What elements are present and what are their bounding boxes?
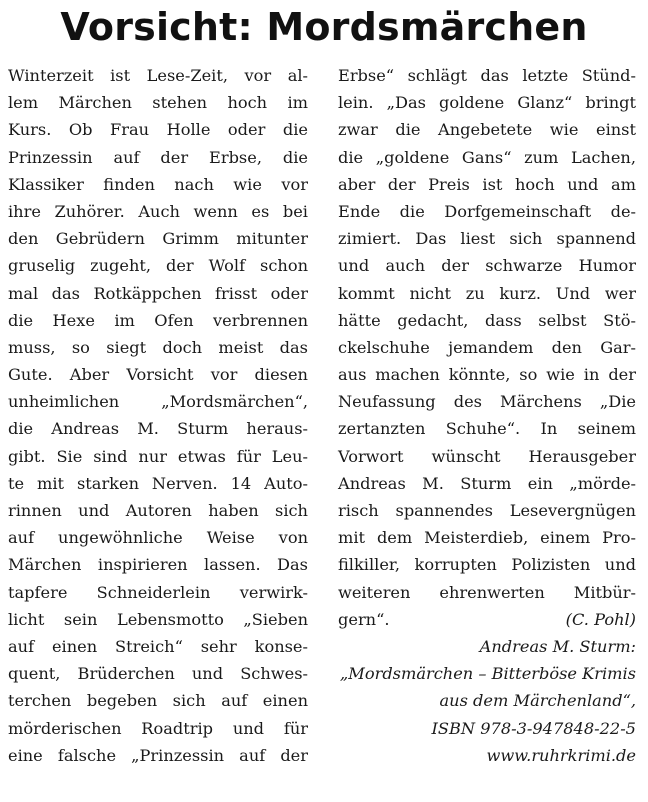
article-headline: Vorsicht: Mordsmärchen <box>60 5 588 49</box>
body-text-line: die „goldene Gans“ zum Lachen, <box>338 147 636 167</box>
body-text-line: und auch der schwarze Humor <box>338 256 636 276</box>
body-text-line: Ende die Dorfgemeinschaft de- <box>338 201 636 221</box>
body-text-line: gibt. Sie sind nur etwas für Leu- <box>8 446 308 466</box>
body-text-line: Märchen inspirieren lassen. Das <box>8 555 308 575</box>
body-text-line: die Hexe im Ofen verbrennen <box>8 310 308 330</box>
body-text-line: Erbse“ schlägt das letzte Stünd- <box>338 66 636 85</box>
body-text-line: auf einen Streich“ sehr konse- <box>8 636 308 656</box>
body-text-line: mal das Rotkäppchen frisst oder <box>8 283 308 303</box>
body-text-line: filkiller, korrupten Polizisten und <box>338 555 636 575</box>
author-credit: (C. Pohl) <box>565 609 636 629</box>
body-text-line: auf ungewöhnliche Weise von <box>8 528 308 548</box>
body-text-line: zwar die Angebetete wie einst <box>338 120 636 140</box>
body-text-line: ihre Zuhörer. Auch wenn es bei <box>8 201 308 221</box>
body-text-line: lein. „Das goldene Glanz“ bringt <box>338 93 636 113</box>
body-text-line: Klassiker finden nach wie vor <box>8 174 308 194</box>
body-text-line: die Andreas M. Sturm heraus- <box>8 419 308 439</box>
book-info-line: Andreas M. Sturm: <box>479 636 636 656</box>
body-text-line: Kurs. Ob Frau Holle oder die <box>8 120 308 140</box>
body-text-line: terchen begeben sich auf einen <box>8 691 308 711</box>
body-text-line: Prinzessin auf der Erbse, die <box>8 147 308 167</box>
body-text-line: eine falsche „Prinzessin auf der <box>8 745 308 765</box>
body-text-line: aber der Preis ist hoch und am <box>338 174 636 194</box>
body-text-line: mörderischen Roadtrip und für <box>8 718 308 738</box>
body-text-line: quent, Brüderchen und Schwes- <box>8 664 308 684</box>
body-text-line: mit dem Meisterdieb, einem Pro- <box>338 528 636 548</box>
body-text-line: hätte gedacht, dass selbst Stö- <box>338 310 636 330</box>
book-info-line: www.ruhrkrimi.de <box>486 745 636 765</box>
body-text-line: den Gebrüdern Grimm mitunter <box>8 229 308 249</box>
article-body-right-column <box>338 62 636 769</box>
body-text-line: Vorwort wünscht Herausgeber <box>338 446 636 466</box>
body-text-line: tapfere Schneiderlein verwirk- <box>8 582 308 602</box>
body-text-line: unheimlichen „Mordsmärchen“, <box>8 392 308 412</box>
body-text-line: Gute. Aber Vorsicht vor diesen <box>8 365 308 385</box>
body-text-line: rinnen und Autoren haben sich <box>8 501 308 520</box>
closing-text: gern“. <box>338 609 390 629</box>
book-info-line: aus dem Märchenland“, <box>439 691 636 711</box>
article-body-left-column <box>8 62 308 769</box>
closing-line <box>338 606 636 633</box>
book-info-line: „Mordsmärchen – Bitterböse Krimis <box>339 664 636 684</box>
body-text-line: gruselig zugeht, der Wolf schon <box>8 256 308 276</box>
body-text-line: zimiert. Das liest sich spannend <box>338 229 636 249</box>
body-text-line: kommt nicht zu kurz. Und wer <box>338 283 636 303</box>
body-text-line: weiteren ehrenwerten Mitbür- <box>338 582 636 602</box>
body-text-line: zertanzten Schuhe“. In seinem <box>338 419 636 439</box>
book-info-line: ISBN 978-3-947848-22-5 <box>431 718 636 738</box>
body-text-line: lem Märchen stehen hoch im <box>8 93 308 113</box>
body-text-line: Neufassung des Märchens „Die <box>338 392 636 412</box>
body-text-line: ckelschuhe jemandem den Gar- <box>338 337 636 357</box>
body-text-line: licht sein Lebensmotto „Sieben <box>8 609 308 629</box>
body-text-line: te mit starken Nerven. 14 Auto- <box>8 473 308 493</box>
body-text-line: muss, so siegt doch meist das <box>8 337 308 357</box>
body-text-line: aus machen könnte, so wie in der <box>338 365 636 385</box>
body-text-line: Andreas M. Sturm ein „mörde- <box>338 473 636 493</box>
body-text-line: Winterzeit ist Lese-Zeit, vor al- <box>8 66 308 85</box>
body-text-line: risch spannendes Lesevergnügen <box>338 501 636 520</box>
